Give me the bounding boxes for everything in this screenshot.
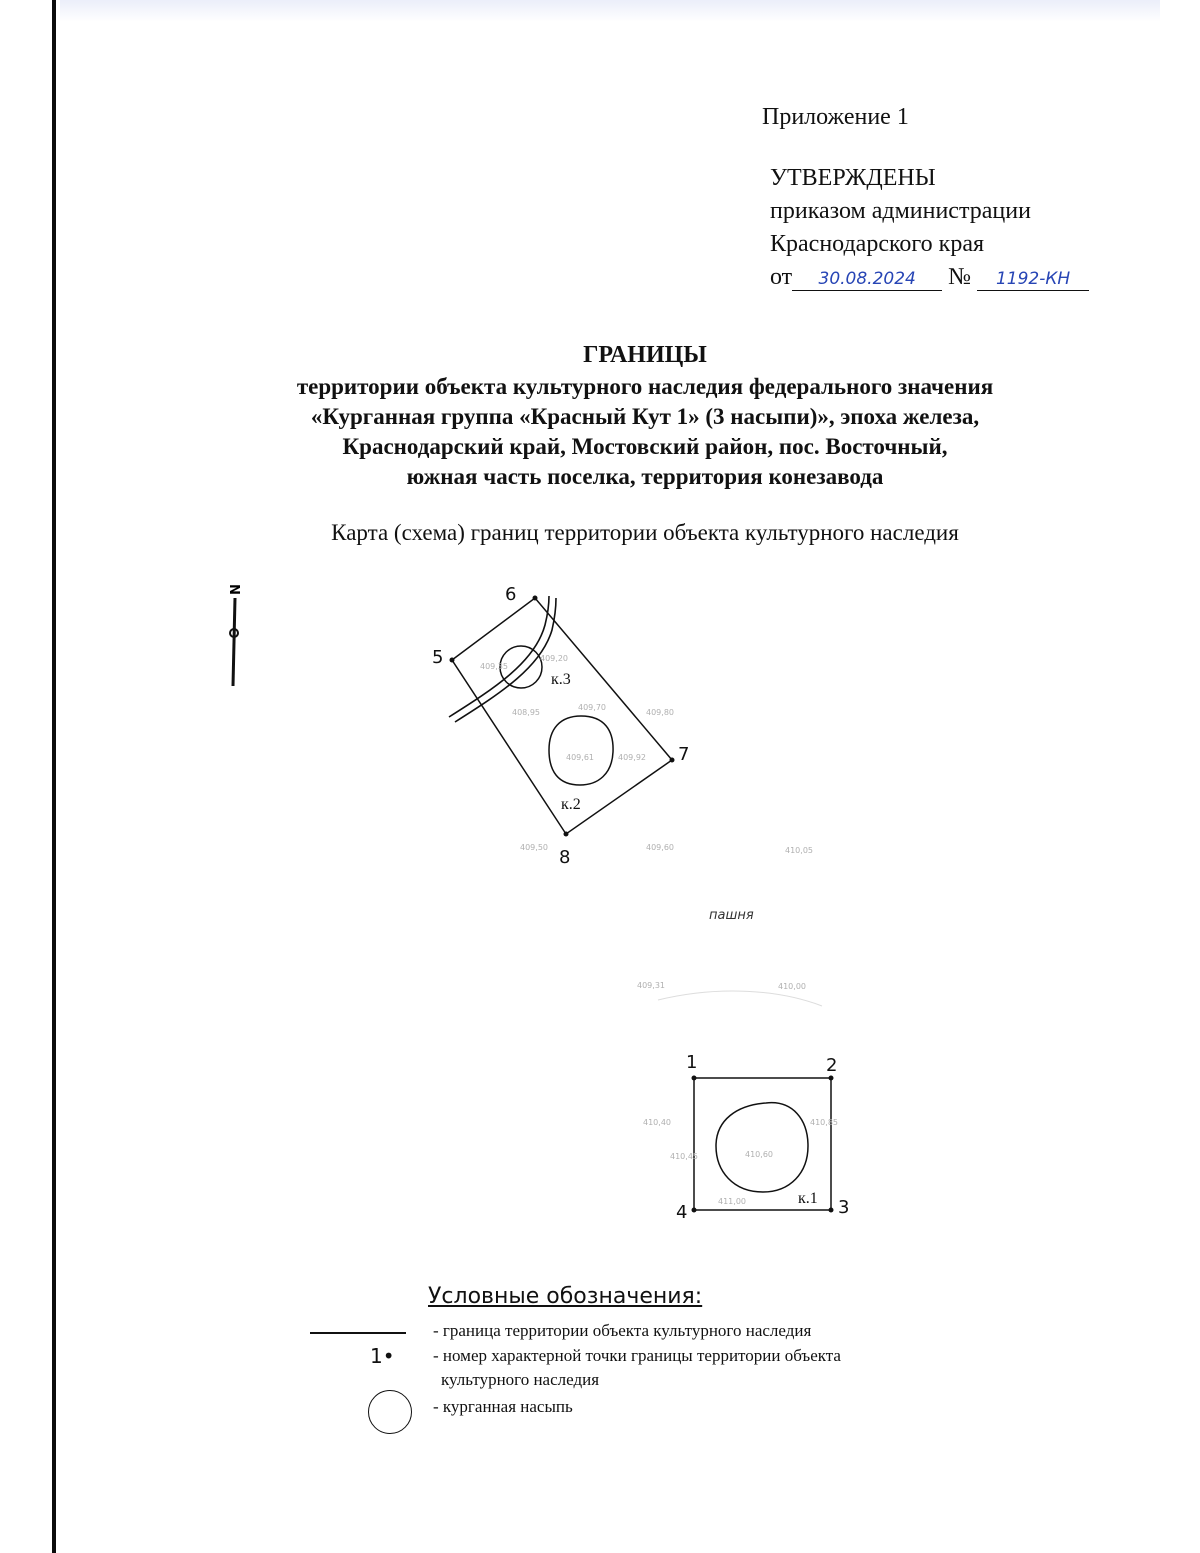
mound-k2 [549,716,613,785]
elevation-mark: 409,60 [646,843,674,852]
elevation-mark: 410,85 [810,1118,838,1127]
elevation-mark: 409,80 [646,708,674,717]
order-date-handwritten: 30.08.2024 [792,268,942,291]
point-markers [450,596,834,1213]
elevation-mark: 408,95 [512,708,540,717]
legend-title: Условные обозначения: [428,1284,703,1309]
number-prefix: № [948,264,972,290]
north-label: N [226,584,241,595]
point-label: 6 [505,584,517,605]
point-label: 5 [432,647,444,668]
legend-mound-symbol [368,1390,412,1434]
elevation-mark: 409,61 [566,753,594,762]
elevation-mark: 410,60 [745,1150,773,1159]
mound-label: к.2 [561,796,581,813]
legend-point-number: 1 [370,1344,383,1368]
point-label: 1 [686,1052,698,1073]
north-arrow-icon [226,584,241,686]
point-label: 3 [838,1197,850,1218]
legend-boundary-symbol [310,1332,406,1334]
title-line-3: Краснодарский край, Мостовский район, пос. Восточный, [342,434,948,459]
title-line-2: «Курганная группа «Красный Кут 1» (3 насыпи)», эпоха железа, [310,404,980,429]
field-label: пашня [709,908,754,923]
elevation-mark: 409,50 [520,843,548,852]
legend-point-text-1: - номер характерной точки границы территории объекта [433,1346,841,1365]
elevation-mark: 411,00 [718,1197,746,1206]
elevation-mark: 409,20 [540,654,568,663]
legend-boundary-text: - граница территории объекта культурного наследия [433,1321,812,1340]
elevation-mark: 409,35 [480,662,508,671]
map-subtitle: Карта (схема) границ территории объекта культурного наследия [331,520,959,545]
legend-point-text-2: культурного наследия [441,1370,600,1389]
contour-line [658,991,822,1006]
title-line-1: территории объекта культурного наследия федерального значения [296,374,994,399]
mound-label: к.1 [798,1190,818,1207]
appendix-label: Приложение 1 [762,104,909,130]
legend-mound-text: - курганная насыпь [433,1397,573,1416]
approved-by-line1: приказом администрации [770,198,1031,224]
elevation-mark: 410,40 [643,1118,671,1127]
point-label: 2 [826,1055,838,1076]
order-number-handwritten: 1192-КН [977,268,1089,291]
mound-label: к.3 [551,671,571,688]
approved-label: УТВЕРЖДЕНЫ [770,165,936,191]
point-label: 4 [676,1202,688,1223]
point-label: 7 [678,744,690,765]
date-prefix: от [770,264,793,290]
elevation-mark: 409,92 [618,753,646,762]
approved-by-line2: Краснодарского края [770,231,985,257]
road-line [449,596,549,717]
elevation-mark: 409,31 [637,981,665,990]
elevation-mark: 409,70 [578,703,606,712]
title-heading: ГРАНИЦЫ [583,342,707,368]
mound-k1 [716,1103,808,1192]
elevation-mark: 410,00 [778,982,806,991]
elevation-mark: 410,05 [785,846,813,855]
point-label: 8 [559,847,571,868]
elevation-mark: 410,45 [670,1152,698,1161]
title-line-4: южная часть поселка, территория конезавода [406,464,884,489]
legend-point-symbol: 1• [370,1344,395,1368]
